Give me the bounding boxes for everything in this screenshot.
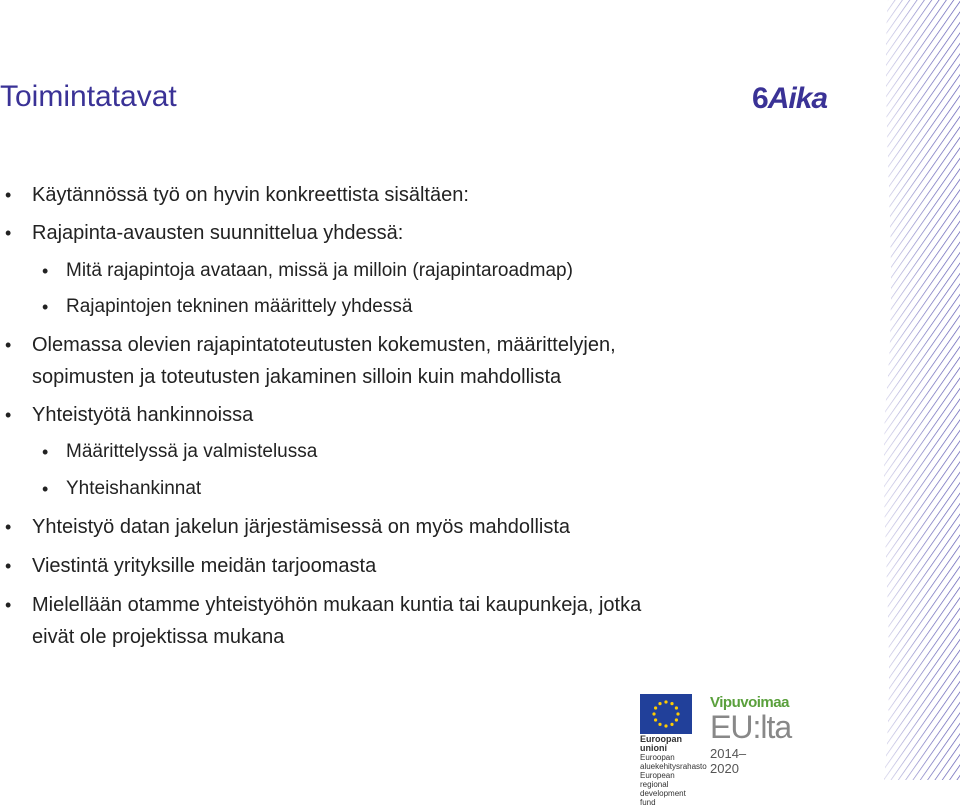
eu-caption-title: Euroopan unioni — [640, 734, 682, 753]
brand-number: 6 — [752, 82, 768, 115]
bullet-icon: • — [5, 595, 12, 615]
list-item-text: Yhteishankinnat — [66, 478, 202, 499]
list-item-text: Käytännössä työ on hyvin konkreettista sisältäen: — [32, 184, 469, 206]
list-item — [5, 590, 642, 620]
list-item-text: Mitä rajapintoja avataan, missä ja milloin (rajapintaroadmap) — [66, 260, 573, 281]
list-item-text: Rajapinta-avausten suunnittelua yhdessä: — [32, 222, 404, 244]
bullet-icon: • — [5, 335, 12, 355]
eu-caption — [640, 734, 707, 807]
eu-flag-icon — [640, 694, 692, 734]
list-item — [42, 437, 318, 467]
brand-word: Aika — [767, 82, 828, 115]
list-item-text: eivät ole projektissa mukana — [32, 626, 285, 648]
list-item — [42, 256, 573, 286]
list-item — [5, 180, 469, 210]
list-item-continuation — [32, 362, 561, 392]
bullet-icon: • — [5, 185, 12, 205]
list-item-text: Viestintä yrityksille meidän tarjoomasta — [32, 555, 377, 577]
page-title: Toimintatavat — [0, 80, 177, 113]
list-item — [5, 218, 404, 248]
list-item-text: Olemassa olevien rajapintatoteutusten kokemusten, määrittelyjen, — [32, 334, 616, 356]
list-item — [42, 474, 202, 504]
eulta-logo-text: EU:lta — [710, 709, 792, 745]
list-item-text: Rajapintojen tekninen määrittely yhdessä — [66, 296, 413, 317]
bullet-icon: • — [5, 517, 12, 537]
decorative-stripe-icon — [880, 0, 960, 780]
bullet-icon: • — [5, 556, 12, 576]
list-item — [5, 330, 616, 360]
list-item-continuation — [32, 622, 284, 652]
list-item-text: Mielellään otamme yhteistyöhön mukaan kuntia tai kaupunkeja, jotka — [32, 594, 642, 616]
eu-caption-line: European regional development fund — [640, 771, 686, 807]
bullet-icon: • — [5, 223, 12, 243]
bullet-icon: • — [42, 261, 49, 281]
bullet-icon: • — [42, 297, 49, 317]
vipuvoimaa-logo-text: Vipuvoimaa — [710, 694, 789, 711]
bullet-icon: • — [5, 405, 12, 425]
list-item — [42, 292, 413, 322]
years-logo-text: 2014–2020 — [710, 746, 747, 776]
eu-caption-line: Euroopan aluekehitysrahasto — [640, 753, 707, 771]
bullet-icon: • — [42, 442, 49, 462]
list-item-text: Yhteistyötä hankinnoissa — [32, 404, 254, 426]
list-item-text: Määrittelyssä ja valmistelussa — [66, 441, 318, 462]
list-item — [5, 512, 571, 542]
bullet-icon: • — [42, 479, 49, 499]
list-item — [5, 551, 377, 581]
list-item-text: sopimusten ja toteutusten jakaminen silloin kuin mahdollista — [32, 366, 562, 388]
list-item-text: Yhteistyö datan jakelun järjestämisessä on myös mahdollista — [32, 516, 571, 538]
list-item — [5, 400, 254, 430]
